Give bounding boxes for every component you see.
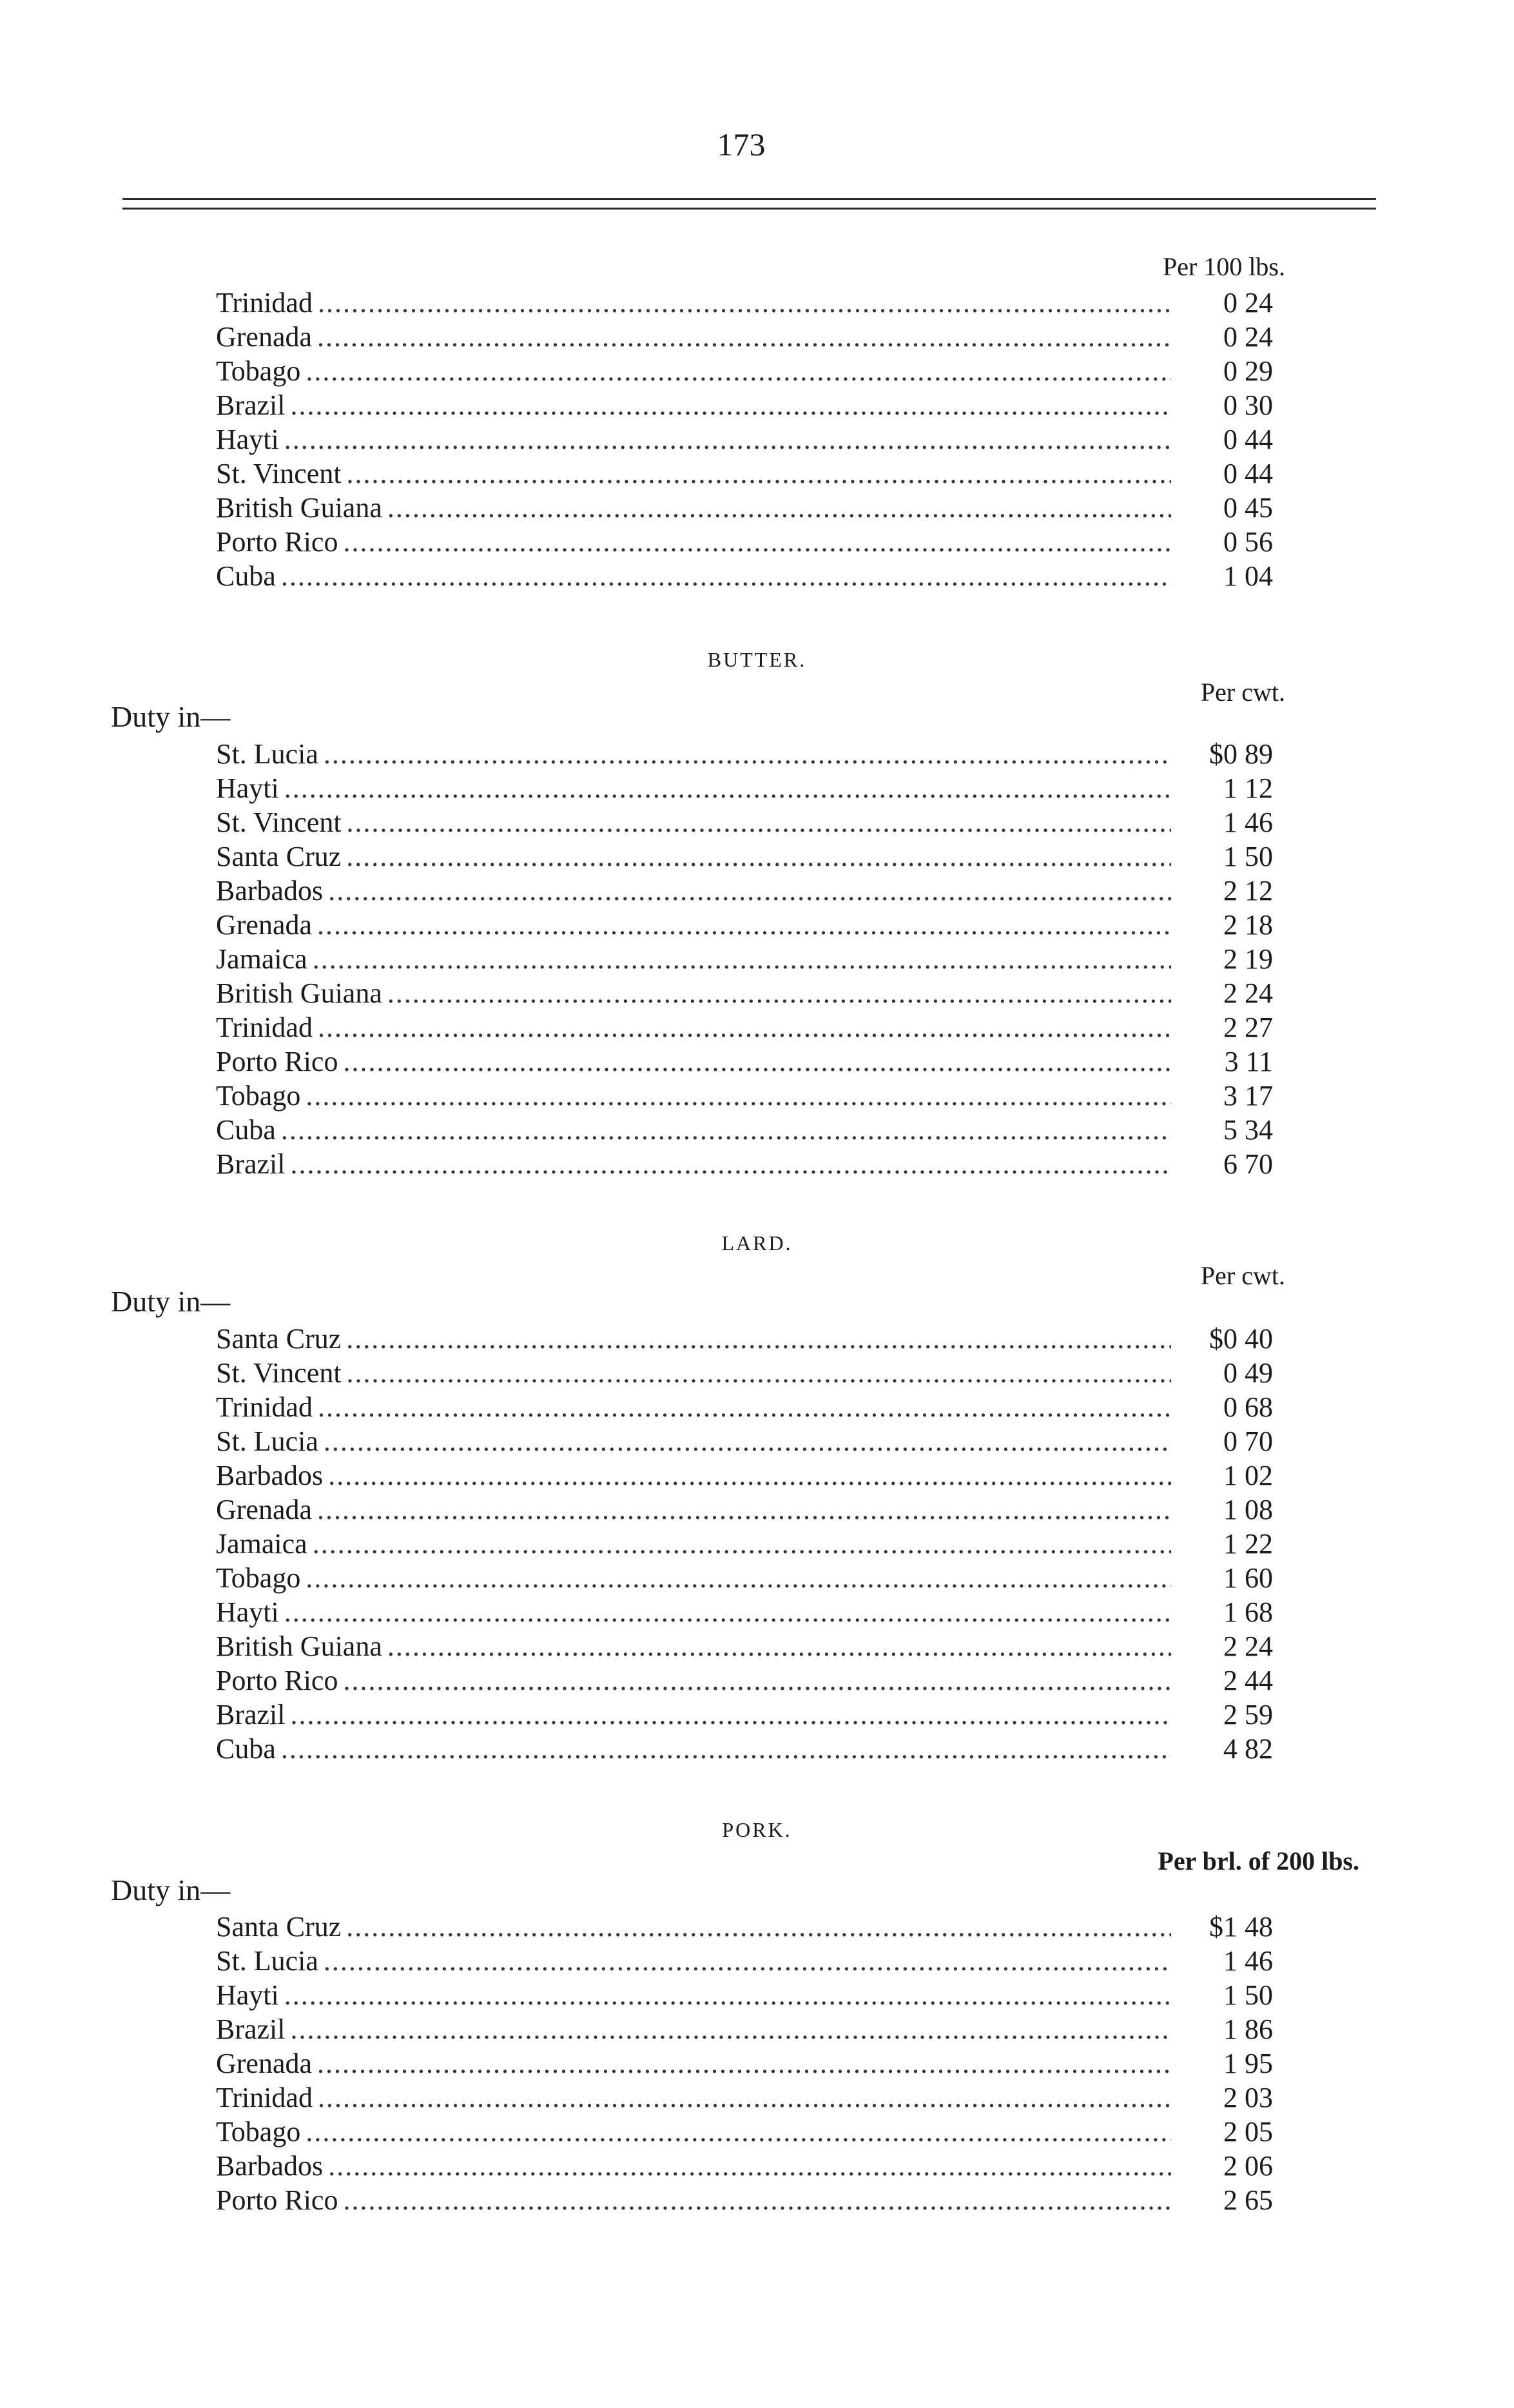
section-title: BUTTER. [707, 648, 807, 671]
duty-in-label: Duty in— [111, 700, 231, 733]
duty-amount: 2 24 [1223, 1630, 1273, 1662]
duty-amount: 4 82 [1223, 1733, 1273, 1765]
table-row [216, 874, 1286, 908]
duty-amount: 0 30 [1223, 389, 1273, 421]
rate-list [216, 1910, 1286, 2217]
table-row [216, 354, 1286, 388]
table-row [216, 1079, 1286, 1113]
country-name: St. Vincent [216, 1357, 342, 1389]
duty-amount: $0 40 [1209, 1323, 1273, 1355]
duty-amount: 2 44 [1223, 1665, 1273, 1696]
dot-leader [328, 874, 1171, 908]
table-row [216, 1978, 1286, 2012]
duty-amount: 2 65 [1223, 2184, 1273, 2216]
country-name: Porto Rico [216, 2184, 338, 2216]
dot-leader [284, 1978, 1171, 2012]
table-row [216, 2149, 1286, 2183]
country-name: Tobago [216, 2116, 301, 2148]
rate-list [216, 286, 1286, 593]
dot-leader [328, 2149, 1171, 2183]
country-name: Trinidad [216, 1391, 313, 1423]
dot-leader [317, 320, 1171, 354]
unit-label: Per brl. of 200 lbs. [1158, 1846, 1359, 1875]
table-row [216, 908, 1286, 942]
table-row [216, 1527, 1286, 1561]
duty-amount: 1 22 [1223, 1528, 1273, 1560]
duty-amount: 1 02 [1223, 1460, 1273, 1491]
dot-leader [343, 1044, 1171, 1079]
duty-amount: 0 45 [1223, 492, 1273, 524]
table-row [216, 1044, 1286, 1079]
table-row [216, 422, 1286, 456]
duty-amount: 1 12 [1223, 772, 1273, 804]
table-row [216, 976, 1286, 1010]
rate-list [216, 737, 1286, 1181]
duty-amount: 0 56 [1223, 526, 1273, 558]
country-name: St. Lucia [216, 1945, 318, 1977]
country-name: Jamaica [216, 943, 307, 975]
dot-leader [291, 2012, 1171, 2046]
duty-amount: 2 06 [1223, 2150, 1273, 2182]
dot-leader [281, 559, 1171, 593]
table-row [216, 1698, 1286, 1732]
country-name: Cuba [216, 1733, 276, 1765]
country-name: Trinidad [216, 1012, 313, 1043]
page-number: 173 [717, 126, 766, 162]
country-name: Brazil [216, 1148, 286, 1180]
table-row [216, 456, 1286, 491]
duty-amount: 1 46 [1223, 807, 1273, 838]
country-name: Grenada [216, 909, 313, 941]
country-name: Porto Rico [216, 1046, 338, 1077]
table-row [216, 737, 1286, 771]
duty-in-label: Duty in— [111, 1285, 231, 1318]
country-name: Cuba [216, 560, 276, 592]
dot-leader [313, 942, 1171, 976]
dot-leader [318, 1390, 1171, 1424]
table-row [216, 1493, 1286, 1527]
dot-leader [346, 1910, 1171, 1944]
dot-leader [306, 2115, 1171, 2149]
dot-leader [281, 1732, 1171, 1766]
duty-amount: 0 49 [1223, 1357, 1273, 1389]
country-name: Grenada [216, 1494, 313, 1525]
duty-amount: 1 46 [1223, 1945, 1273, 1977]
country-name: St. Lucia [216, 738, 318, 770]
country-name: Brazil [216, 2013, 286, 2045]
country-name: Trinidad [216, 287, 313, 318]
dot-leader [306, 1561, 1171, 1595]
table-row [216, 1113, 1286, 1147]
section-title: LARD. [721, 1231, 793, 1255]
duty-amount: 3 11 [1224, 1046, 1273, 1077]
table-row [216, 559, 1286, 593]
table-row [216, 286, 1286, 320]
table-row [216, 2046, 1286, 2080]
table-row [216, 1595, 1286, 1629]
duty-amount: $0 89 [1209, 738, 1273, 770]
table-row [216, 320, 1286, 354]
duty-amount: 1 50 [1223, 841, 1273, 872]
dot-leader [347, 805, 1171, 839]
table-row [216, 491, 1286, 525]
duty-amount: 2 18 [1223, 909, 1273, 941]
table-row [216, 388, 1286, 422]
duty-amount: 0 68 [1223, 1391, 1273, 1423]
duty-amount: 0 24 [1223, 321, 1273, 353]
country-name: British Guiana [216, 1630, 382, 1662]
country-name: Cuba [216, 1114, 276, 1146]
duty-amount: 6 70 [1223, 1148, 1273, 1180]
dot-leader [324, 737, 1171, 771]
table-row [216, 1732, 1286, 1766]
table-row [216, 1010, 1286, 1044]
table-row [216, 839, 1286, 874]
country-name: Grenada [216, 2048, 313, 2079]
duty-amount: 2 19 [1223, 943, 1273, 975]
table-row [216, 1356, 1286, 1390]
duty-amount: 1 68 [1223, 1596, 1273, 1628]
country-name: St. Lucia [216, 1425, 318, 1457]
header-rule-top [122, 198, 1376, 200]
dot-leader [281, 1113, 1171, 1147]
duty-amount: 0 24 [1223, 287, 1273, 318]
country-name: Brazil [216, 1699, 286, 1730]
country-name: Tobago [216, 355, 301, 387]
dot-leader [284, 771, 1171, 805]
table-row [216, 1458, 1286, 1493]
country-name: St. Vincent [216, 458, 342, 489]
country-name: Hayti [216, 772, 279, 804]
duty-amount: 0 44 [1223, 458, 1273, 489]
dot-leader [317, 908, 1171, 942]
country-name: Santa Cruz [216, 841, 342, 872]
duty-amount: 3 17 [1223, 1080, 1273, 1111]
country-name: Trinidad [216, 2082, 313, 2113]
duty-amount: 0 44 [1223, 424, 1273, 455]
dot-leader [343, 1663, 1171, 1698]
dot-leader [387, 491, 1171, 525]
country-name: Santa Cruz [216, 1911, 342, 1943]
country-name: Porto Rico [216, 1665, 338, 1696]
duty-amount: 5 34 [1223, 1114, 1273, 1146]
table-row [216, 1910, 1286, 1944]
dot-leader [291, 388, 1171, 422]
country-name: British Guiana [216, 977, 382, 1009]
table-row [216, 2115, 1286, 2149]
table-row [216, 1561, 1286, 1595]
duty-amount: 0 70 [1223, 1425, 1273, 1457]
dot-leader [387, 976, 1171, 1010]
dot-leader [346, 839, 1171, 874]
table-row [216, 1944, 1286, 1978]
table-row [216, 1147, 1286, 1181]
table-row [216, 2012, 1286, 2046]
dot-leader [318, 2080, 1171, 2115]
country-name: Tobago [216, 1562, 301, 1594]
dot-leader [318, 1010, 1171, 1044]
dot-leader [324, 1424, 1171, 1458]
duty-amount: 2 24 [1223, 977, 1273, 1009]
country-name: Hayti [216, 1596, 279, 1628]
table-row [216, 1629, 1286, 1663]
table-row [216, 2080, 1286, 2115]
dot-leader [284, 1595, 1171, 1629]
duty-amount: 2 27 [1223, 1012, 1273, 1043]
country-name: Porto Rico [216, 526, 338, 558]
header-rule-bottom [122, 208, 1376, 210]
dot-leader [318, 286, 1171, 320]
country-name: Grenada [216, 321, 313, 353]
unit-label: Per cwt. [1200, 678, 1285, 707]
dot-leader [291, 1147, 1171, 1181]
country-name: Hayti [216, 1979, 279, 2011]
duty-amount: 2 59 [1223, 1699, 1273, 1730]
country-name: Brazil [216, 389, 286, 421]
dot-leader [387, 1629, 1171, 1663]
duty-amount: 1 86 [1223, 2013, 1273, 2045]
dot-leader [347, 1356, 1171, 1390]
country-name: Santa Cruz [216, 1323, 342, 1355]
duty-amount: $1 48 [1209, 1911, 1273, 1943]
unit-label: Per cwt. [1200, 1261, 1285, 1290]
dot-leader [313, 1527, 1171, 1561]
dot-leader [343, 2183, 1171, 2217]
duty-amount: 1 04 [1223, 560, 1273, 592]
dot-leader [291, 1698, 1171, 1732]
table-row [216, 942, 1286, 976]
dot-leader [306, 1079, 1171, 1113]
duty-amount: 1 50 [1223, 1979, 1273, 2011]
duty-in-label: Duty in— [111, 1874, 231, 1906]
dot-leader [347, 456, 1171, 491]
dot-leader [317, 1493, 1171, 1527]
country-name: Jamaica [216, 1528, 307, 1560]
table-row [216, 1390, 1286, 1424]
rate-list [216, 1322, 1286, 1766]
dot-leader [346, 1322, 1171, 1356]
country-name: St. Vincent [216, 807, 342, 838]
duty-amount: 1 95 [1223, 2048, 1273, 2079]
dot-leader [284, 422, 1171, 456]
dot-leader [343, 525, 1171, 559]
duty-amount: 2 05 [1223, 2116, 1273, 2148]
country-name: Barbados [216, 2150, 324, 2182]
dot-leader [324, 1944, 1171, 1978]
dot-leader [306, 354, 1171, 388]
table-row [216, 771, 1286, 805]
duty-amount: 2 03 [1223, 2082, 1273, 2113]
country-name: Hayti [216, 424, 279, 455]
dot-leader [328, 1458, 1171, 1493]
country-name: Barbados [216, 1460, 324, 1491]
duty-amount: 1 60 [1223, 1562, 1273, 1594]
dot-leader [317, 2046, 1171, 2080]
table-row [216, 525, 1286, 559]
table-row [216, 1424, 1286, 1458]
country-name: Barbados [216, 875, 324, 906]
unit-label: Per 100 lbs. [1163, 252, 1285, 281]
country-name: British Guiana [216, 492, 382, 524]
table-row [216, 805, 1286, 839]
section-title: PORK. [722, 1818, 792, 1841]
duty-amount: 0 29 [1223, 355, 1273, 387]
duty-amount: 1 08 [1223, 1494, 1273, 1525]
table-row [216, 1322, 1286, 1356]
country-name: Tobago [216, 1080, 301, 1111]
table-row [216, 2183, 1286, 2217]
duty-amount: 2 12 [1223, 875, 1273, 906]
table-row [216, 1663, 1286, 1698]
